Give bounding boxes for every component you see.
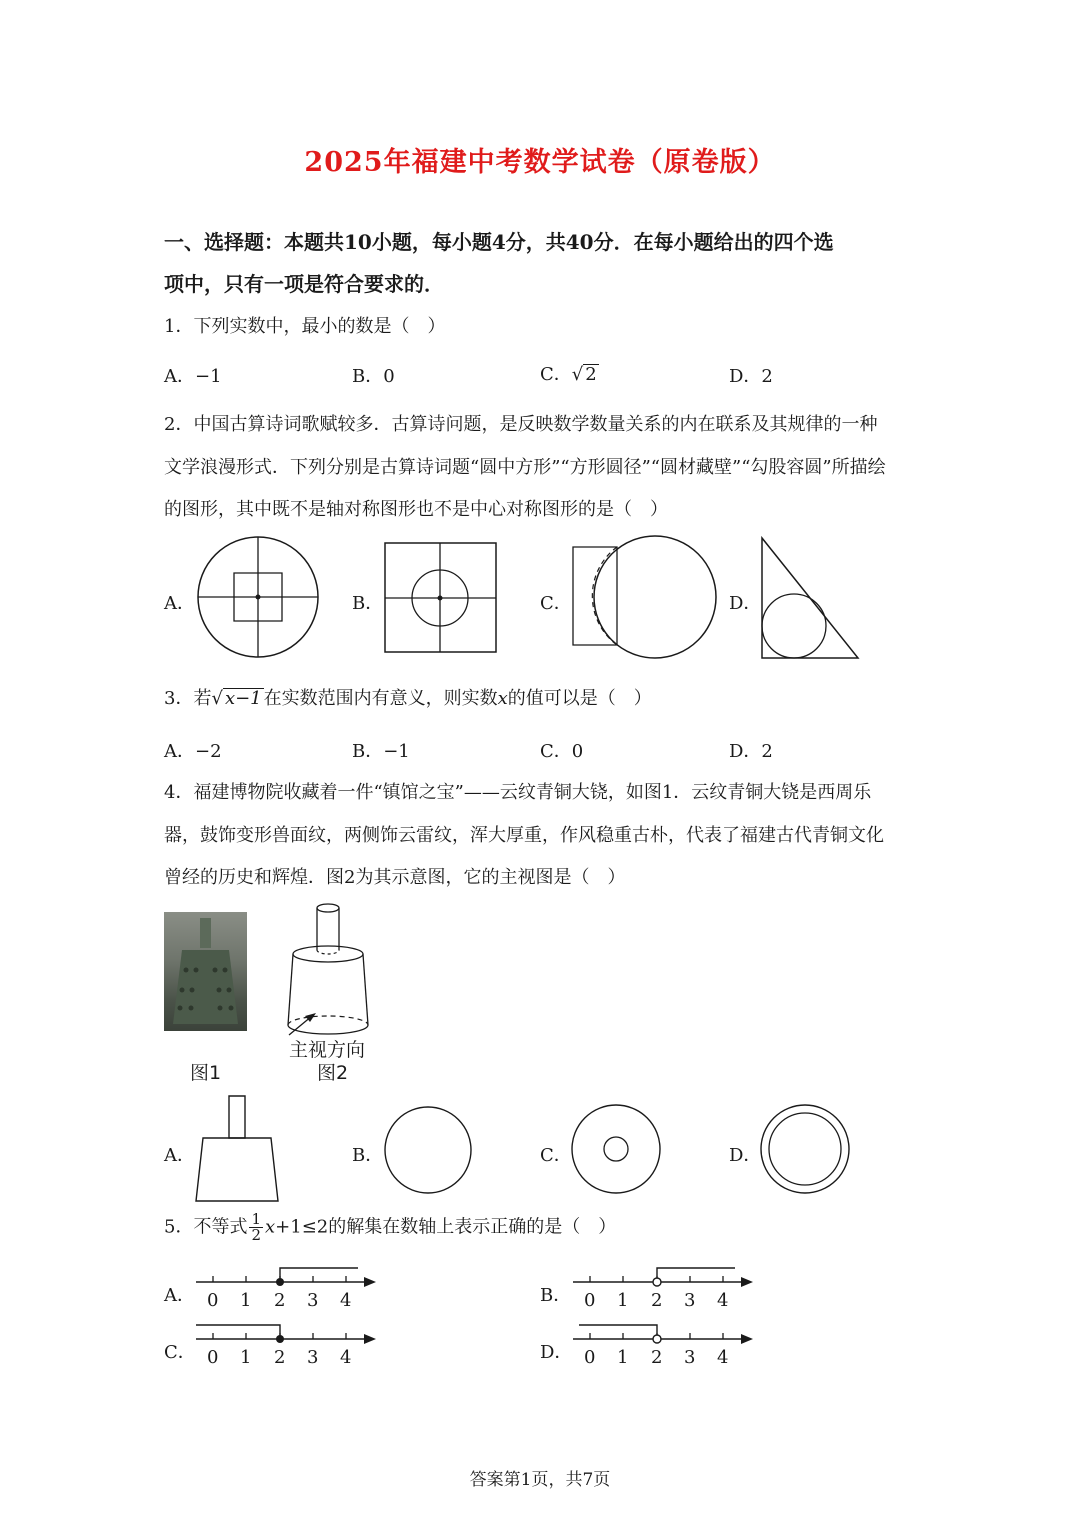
q4-option-a-front-view [195, 1095, 281, 1203]
tick-label: 0 [584, 1290, 596, 1311]
page-title: 2025年福建中考数学试卷（原卷版） [304, 147, 776, 178]
q4-option-d-concentric-large [760, 1104, 852, 1196]
q2-stem-line2: 文学浪漫形式．下列分别是古算诗词题“圆中方形”“方形圆径”“圆材藏壁”“勾股容圆”所描绘 [164, 457, 886, 478]
tick-label: 2 [274, 1290, 286, 1311]
q4-label-c: C． [540, 1145, 572, 1166]
tick-label: 4 [717, 1290, 729, 1311]
q3-option-d: D．2 [729, 741, 773, 762]
q4-option-c-concentric-small [571, 1104, 663, 1196]
q2-figure-d-triangle-with-incircle [760, 536, 860, 660]
q4-figure1-caption: 图1 [190, 1062, 222, 1084]
tick-label: 1 [617, 1347, 629, 1368]
q5-number-line-d [573, 1319, 757, 1349]
q5-number-line-c [196, 1319, 380, 1349]
q5-stem: 5．不等式 $\frac{1}{2}$ x+1≤2的解集在数轴上表示正确的是（ ） [164, 1210, 617, 1244]
q2-label-c: C． [540, 593, 572, 614]
q2-stem-line3: 的图形，其中既不是轴对称图形也不是中心对称图形的是（ ） [164, 499, 668, 520]
q2-stem-line1: 2．中国古算诗词歌赋较多．古算诗问题，是反映数学数量关系的内在联系及其规律的一种 [164, 414, 878, 435]
tick-label: 1 [240, 1290, 252, 1311]
q5-fraction: $\frac{1}{2}$ [251, 1210, 261, 1244]
q4-view-direction-arrow [286, 1008, 326, 1038]
q4-stem-line3: 曾经的历史和辉煌．图2为其示意图，它的主视图是（ ） [164, 867, 626, 888]
q4-bronze-bell-photo [164, 912, 247, 1031]
q3-option-a: A．−2 [164, 741, 222, 762]
q5-label-b: B． [540, 1285, 572, 1306]
q4-view-direction-label: 主视方向 [289, 1039, 366, 1061]
q3-option-b: B．−1 [352, 741, 410, 762]
q2-figure-c-circle-with-rectangle [571, 535, 719, 661]
q5-label-a: A． [164, 1285, 195, 1306]
q1-option-d: D．2 [729, 366, 773, 387]
q5-label-c: C． [164, 1342, 196, 1363]
tick-label: 2 [651, 1347, 663, 1368]
tick-label: 2 [651, 1290, 663, 1311]
q4-option-b-circle [383, 1106, 475, 1196]
q3-radicand: x−1 [224, 688, 262, 709]
tick-label: 3 [684, 1347, 696, 1368]
q2-label-d: D． [729, 593, 762, 614]
tick-label: 4 [340, 1347, 352, 1368]
q5-number-line-b [573, 1262, 757, 1292]
q2-label-b: B． [352, 593, 384, 614]
q3-stem: 3．若√ x−1 在实数范围内有意义，则实数x的值可以是（ ） [164, 688, 652, 709]
q1-option-c: C．√ 2 [540, 364, 597, 385]
section-heading-line2: 项中，只有一项是符合要求的． [164, 272, 444, 296]
q4-stem-line1: 4．福建博物院收藏着一件“镇馆之宝”——云纹青铜大铙，如图1．云纹青铜大铙是西周乐 [164, 782, 872, 803]
q1-stem: 1．下列实数中，最小的数是（ ） [164, 316, 446, 337]
q1-option-b: B．0 [352, 366, 395, 387]
q1-option-c-radicand: 2 [585, 364, 597, 385]
tick-label: 2 [274, 1347, 286, 1368]
q1-option-a: A．−1 [164, 366, 222, 387]
tick-label: 0 [207, 1290, 219, 1311]
q3-option-c: C．0 [540, 741, 584, 762]
tick-label: 0 [584, 1347, 596, 1368]
q4-label-b: B． [352, 1145, 384, 1166]
tick-label: 1 [617, 1290, 629, 1311]
tick-label: 4 [340, 1290, 352, 1311]
q2-figure-a-circle-with-square [195, 536, 325, 660]
tick-label: 1 [240, 1347, 252, 1368]
tick-label: 3 [684, 1290, 696, 1311]
tick-label: 3 [307, 1347, 319, 1368]
q2-figure-b-square-with-circle [384, 542, 498, 654]
section-heading-line1: 一、选择题：本题共10小题，每小题4分，共40分．在每小题给出的四个选 [164, 230, 834, 254]
tick-label: 3 [307, 1290, 319, 1311]
page-footer: 答案第1页，共7页 [469, 1470, 611, 1490]
q4-stem-line2: 器，鼓饰变形兽面纹，两侧饰云雷纹，浑大厚重，作风稳重古朴，代表了福建古代青铜文化 [164, 825, 884, 846]
q2-label-a: A． [164, 593, 195, 614]
q4-figure2-caption: 图2 [317, 1062, 349, 1084]
tick-label: 4 [717, 1347, 729, 1368]
q5-label-d: D． [540, 1342, 573, 1363]
q5-number-line-a [196, 1262, 380, 1292]
q4-label-d: D． [729, 1145, 762, 1166]
q4-label-a: A． [164, 1145, 195, 1166]
tick-label: 0 [207, 1347, 219, 1368]
